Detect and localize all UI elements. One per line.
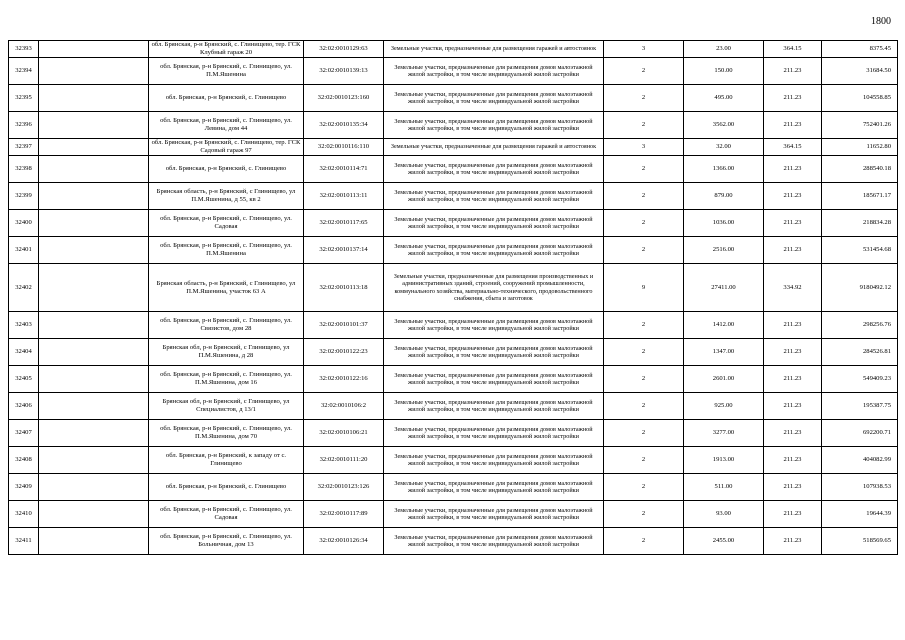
cell-spacer — [39, 112, 149, 139]
cell-id: 32396 — [9, 112, 39, 139]
cell-id: 32402 — [9, 264, 39, 312]
cell-id: 32403 — [9, 312, 39, 339]
cell-address: Брянская обл, р-н Брянский, с Глинищево, ул Специалистов, д 13/1 — [149, 393, 304, 420]
cell-spacer — [39, 183, 149, 210]
cell-area: 27411.00 — [684, 264, 764, 312]
cell-cadastral-number: 32:02:0010111:20 — [304, 447, 384, 474]
cell-address: обл. Брянская, р-н Брянский, с. Глинищево, ул. Садовая — [149, 210, 304, 237]
cell-cadastral-value: 31684.50 — [822, 58, 898, 85]
table-row — [9, 85, 898, 112]
cell-cadastral-number: 32:02:0010106:2 — [304, 393, 384, 420]
cell-cadastral-number: 32:02:0010122:16 — [304, 366, 384, 393]
cell-specific-value: 211.23 — [764, 447, 822, 474]
cell-cadastral-value: 518569.65 — [822, 528, 898, 555]
cell-cadastral-value: 298256.76 — [822, 312, 898, 339]
cell-land-use: Земельные участки, предназначенные для размещения домов малоэтажной жилой застройки, в том числе индивидуальной жилой застройки — [384, 528, 604, 555]
cell-group: 2 — [604, 237, 684, 264]
cell-land-use: Земельные участки, предназначенные для размещения производственных и административных зданий, строений, сооружений промышленности, коммунального хозяйства, материально-технического, продовольственного снабжения, сбыта и заготовок — [384, 264, 604, 312]
cell-spacer — [39, 210, 149, 237]
cell-id: 32406 — [9, 393, 39, 420]
cell-cadastral-value: 531454.68 — [822, 237, 898, 264]
cell-id: 32401 — [9, 237, 39, 264]
cell-cadastral-number: 32:02:0010126:34 — [304, 528, 384, 555]
cell-group: 2 — [604, 528, 684, 555]
cadastral-value-table — [8, 40, 898, 555]
cell-address: обл. Брянская, р-н Брянский, с. Глинищево, ул. П.М.Яшенина — [149, 237, 304, 264]
table-row — [9, 501, 898, 528]
cell-cadastral-value: 195387.75 — [822, 393, 898, 420]
cell-cadastral-number: 32:02:0010135:34 — [304, 112, 384, 139]
cell-specific-value: 211.23 — [764, 210, 822, 237]
cell-spacer — [39, 339, 149, 366]
cell-id: 32397 — [9, 139, 39, 156]
cell-spacer — [39, 237, 149, 264]
table-row — [9, 474, 898, 501]
cell-group: 2 — [604, 312, 684, 339]
cell-cadastral-value: 218834.28 — [822, 210, 898, 237]
cell-cadastral-value: 404082.99 — [822, 447, 898, 474]
cell-id: 32408 — [9, 447, 39, 474]
cell-cadastral-value: 107938.53 — [822, 474, 898, 501]
cell-group: 2 — [604, 210, 684, 237]
cell-area: 32.00 — [684, 139, 764, 156]
cell-group: 2 — [604, 339, 684, 366]
cell-group: 2 — [604, 183, 684, 210]
table-row — [9, 41, 898, 58]
table-row — [9, 339, 898, 366]
cell-area: 93.00 — [684, 501, 764, 528]
cell-address: Брянская область, р-н Брянский, с Глинищево, ул П.М.Яшенина, д 55, кв 2 — [149, 183, 304, 210]
cell-specific-value: 211.23 — [764, 528, 822, 555]
cell-address: обл. Брянская, р-н Брянский, к западу от с. Глинищево — [149, 447, 304, 474]
cell-land-use: Земельные участки, предназначенные для размещения гаражей и автостоянок — [384, 41, 604, 58]
table-row — [9, 58, 898, 85]
cell-spacer — [39, 58, 149, 85]
cell-address: обл. Брянская, р-н Брянский, с. Глинищево, ул. П.М.Яшенина, дом 16 — [149, 366, 304, 393]
cell-cadastral-value: 8375.45 — [822, 41, 898, 58]
cell-id: 32394 — [9, 58, 39, 85]
cell-id: 32409 — [9, 474, 39, 501]
table-row — [9, 139, 898, 156]
cell-group: 9 — [604, 264, 684, 312]
cell-group: 2 — [604, 420, 684, 447]
cell-cadastral-value: 19644.39 — [822, 501, 898, 528]
cell-specific-value: 211.23 — [764, 366, 822, 393]
cell-spacer — [39, 139, 149, 156]
cell-cadastral-value: 752401.26 — [822, 112, 898, 139]
cell-address: Брянская обл, р-н Брянский, с Глинищево, ул П.М.Яшенина, д 28 — [149, 339, 304, 366]
cell-cadastral-value: 549409.23 — [822, 366, 898, 393]
cell-area: 925.00 — [684, 393, 764, 420]
cell-specific-value: 211.23 — [764, 312, 822, 339]
cell-address: обл. Брянская, р-н Брянский, с. Глинищево — [149, 156, 304, 183]
table-row — [9, 183, 898, 210]
cell-address: обл. Брянская, р-н Брянский, с. Глинищево — [149, 85, 304, 112]
cell-land-use: Земельные участки, предназначенные для размещения домов малоэтажной жилой застройки, в том числе индивидуальной жилой застройки — [384, 183, 604, 210]
cell-address: обл. Брянская, р-н Брянский, с. Глинищево, ул. П.М.Яшенина, дом 70 — [149, 420, 304, 447]
cell-cadastral-number: 32:02:0010114:71 — [304, 156, 384, 183]
cell-group: 2 — [604, 501, 684, 528]
cell-group: 2 — [604, 85, 684, 112]
cell-land-use: Земельные участки, предназначенные для размещения домов малоэтажной жилой застройки, в том числе индивидуальной жилой застройки — [384, 85, 604, 112]
cell-specific-value: 211.23 — [764, 112, 822, 139]
cell-spacer — [39, 264, 149, 312]
cell-area: 1366.00 — [684, 156, 764, 183]
cell-area: 1412.00 — [684, 312, 764, 339]
cell-spacer — [39, 528, 149, 555]
cell-address: обл. Брянская, р-н Брянский, с. Глинищево, ул. Больничная, дом 13 — [149, 528, 304, 555]
cell-cadastral-number: 32:02:0010113:18 — [304, 264, 384, 312]
cell-specific-value: 211.23 — [764, 474, 822, 501]
cell-group: 2 — [604, 58, 684, 85]
cell-specific-value: 211.23 — [764, 339, 822, 366]
cell-group: 2 — [604, 366, 684, 393]
cell-area: 23.00 — [684, 41, 764, 58]
cell-area: 495.00 — [684, 85, 764, 112]
cell-spacer — [39, 447, 149, 474]
cell-cadastral-number: 32:02:0010116:110 — [304, 139, 384, 156]
table-row — [9, 528, 898, 555]
cell-area: 2455.00 — [684, 528, 764, 555]
cell-specific-value: 211.23 — [764, 85, 822, 112]
cell-land-use: Земельные участки, предназначенные для размещения домов малоэтажной жилой застройки, в том числе индивидуальной жилой застройки — [384, 393, 604, 420]
cell-group: 2 — [604, 447, 684, 474]
cell-land-use: Земельные участки, предназначенные для размещения домов малоэтажной жилой застройки, в том числе индивидуальной жилой застройки — [384, 112, 604, 139]
cell-cadastral-value: 185671.17 — [822, 183, 898, 210]
cell-group: 2 — [604, 156, 684, 183]
cell-address: обл. Брянская, р-н Брянский, с. Глинищево, ул. П.М.Яшенина — [149, 58, 304, 85]
cell-address: обл. Брянская, р-н Брянский, с. Глинищево, ул. Связистов, дом 28 — [149, 312, 304, 339]
cell-spacer — [39, 393, 149, 420]
cell-address: обл. Брянская, р-н Брянский, с. Глинищево, тер. ГСК Садовый гараж 97 — [149, 139, 304, 156]
cell-specific-value: 211.23 — [764, 237, 822, 264]
cell-spacer — [39, 474, 149, 501]
cell-specific-value: 211.23 — [764, 183, 822, 210]
cell-land-use: Земельные участки, предназначенные для размещения домов малоэтажной жилой застройки, в том числе индивидуальной жилой застройки — [384, 447, 604, 474]
cell-cadastral-number: 32:02:0010106:21 — [304, 420, 384, 447]
cell-cadastral-number: 32:02:0010117:65 — [304, 210, 384, 237]
cell-id: 32393 — [9, 41, 39, 58]
cell-id: 32405 — [9, 366, 39, 393]
cell-area: 511.00 — [684, 474, 764, 501]
cell-group: 2 — [604, 393, 684, 420]
cell-address: обл. Брянская, р-н Брянский, с. Глинищево, ул. Садовая — [149, 501, 304, 528]
cell-id: 32410 — [9, 501, 39, 528]
cell-cadastral-number: 32:02:0010101:37 — [304, 312, 384, 339]
cell-address: Брянская область, р-н Брянский, с Глинищево, ул П.М.Яшенина, участок 63 А — [149, 264, 304, 312]
cell-cadastral-number: 32:02:0010123:126 — [304, 474, 384, 501]
cell-area: 2516.00 — [684, 237, 764, 264]
cell-id: 32404 — [9, 339, 39, 366]
cell-cadastral-number: 32:02:0010117:89 — [304, 501, 384, 528]
cell-cadastral-number: 32:02:0010123:160 — [304, 85, 384, 112]
cell-cadastral-value: 288540.18 — [822, 156, 898, 183]
cell-land-use: Земельные участки, предназначенные для размещения домов малоэтажной жилой застройки, в том числе индивидуальной жилой застройки — [384, 312, 604, 339]
cell-land-use: Земельные участки, предназначенные для размещения домов малоэтажной жилой застройки, в том числе индивидуальной жилой застройки — [384, 210, 604, 237]
table-row — [9, 156, 898, 183]
cell-land-use: Земельные участки, предназначенные для размещения домов малоэтажной жилой застройки, в том числе индивидуальной жилой застройки — [384, 237, 604, 264]
cell-cadastral-number: 32:02:0010137:14 — [304, 237, 384, 264]
cell-cadastral-value: 692200.71 — [822, 420, 898, 447]
cell-land-use: Земельные участки, предназначенные для размещения домов малоэтажной жилой застройки, в том числе индивидуальной жилой застройки — [384, 156, 604, 183]
cell-land-use: Земельные участки, предназначенные для размещения домов малоэтажной жилой застройки, в том числе индивидуальной жилой застройки — [384, 420, 604, 447]
table-row — [9, 447, 898, 474]
cell-id: 32411 — [9, 528, 39, 555]
table-row — [9, 312, 898, 339]
cell-cadastral-number: 32:02:0010113:11 — [304, 183, 384, 210]
table-row — [9, 237, 898, 264]
cell-specific-value: 211.23 — [764, 156, 822, 183]
table-row — [9, 264, 898, 312]
cell-id: 32398 — [9, 156, 39, 183]
cell-group: 2 — [604, 474, 684, 501]
cell-area: 2601.00 — [684, 366, 764, 393]
cell-spacer — [39, 366, 149, 393]
cell-group: 3 — [604, 139, 684, 156]
cell-land-use: Земельные участки, предназначенные для размещения домов малоэтажной жилой застройки, в том числе индивидуальной жилой застройки — [384, 58, 604, 85]
cell-spacer — [39, 85, 149, 112]
cell-cadastral-number: 32:02:0010139:13 — [304, 58, 384, 85]
cell-id: 32407 — [9, 420, 39, 447]
cell-land-use: Земельные участки, предназначенные для размещения домов малоэтажной жилой застройки, в том числе индивидуальной жилой застройки — [384, 501, 604, 528]
cell-address: обл. Брянская, р-н Брянский, с. Глинищево — [149, 474, 304, 501]
cell-spacer — [39, 312, 149, 339]
cell-spacer — [39, 156, 149, 183]
cell-specific-value: 334.92 — [764, 264, 822, 312]
cell-id: 32395 — [9, 85, 39, 112]
cell-area: 879.00 — [684, 183, 764, 210]
table-row — [9, 366, 898, 393]
cell-cadastral-number: 32:02:0010122:23 — [304, 339, 384, 366]
cell-specific-value: 211.23 — [764, 58, 822, 85]
cell-group: 3 — [604, 41, 684, 58]
cell-cadastral-value: 104558.85 — [822, 85, 898, 112]
cell-spacer — [39, 420, 149, 447]
cell-specific-value: 211.23 — [764, 420, 822, 447]
cell-specific-value: 211.23 — [764, 393, 822, 420]
cell-cadastral-value: 11652.80 — [822, 139, 898, 156]
table-row — [9, 112, 898, 139]
cell-area: 150.00 — [684, 58, 764, 85]
cell-area: 1347.00 — [684, 339, 764, 366]
cell-spacer — [39, 41, 149, 58]
cell-spacer — [39, 501, 149, 528]
table-row — [9, 210, 898, 237]
cell-id: 32400 — [9, 210, 39, 237]
cell-specific-value: 364.15 — [764, 139, 822, 156]
cell-specific-value: 211.23 — [764, 501, 822, 528]
cell-area: 1913.00 — [684, 447, 764, 474]
cell-area: 3277.00 — [684, 420, 764, 447]
cell-land-use: Земельные участки, предназначенные для размещения домов малоэтажной жилой застройки, в том числе индивидуальной жилой застройки — [384, 339, 604, 366]
cell-land-use: Земельные участки, предназначенные для размещения гаражей и автостоянок — [384, 139, 604, 156]
cell-address: обл. Брянская, р-н Брянский, с. Глинищево, тер. ГСК Клубный гараж 20 — [149, 41, 304, 58]
cell-cadastral-value: 9180492.12 — [822, 264, 898, 312]
cell-area: 3562.00 — [684, 112, 764, 139]
page-number: 1800 — [871, 16, 891, 27]
cell-group: 2 — [604, 112, 684, 139]
cell-cadastral-value: 284526.81 — [822, 339, 898, 366]
cell-land-use: Земельные участки, предназначенные для размещения домов малоэтажной жилой застройки, в том числе индивидуальной жилой застройки — [384, 474, 604, 501]
cell-specific-value: 364.15 — [764, 41, 822, 58]
cell-id: 32399 — [9, 183, 39, 210]
cell-address: обл. Брянская, р-н Брянский, с. Глинищево, ул. Левина, дом 44 — [149, 112, 304, 139]
table-row — [9, 393, 898, 420]
cell-cadastral-number: 32:02:0010129:63 — [304, 41, 384, 58]
cell-land-use: Земельные участки, предназначенные для размещения домов малоэтажной жилой застройки, в том числе индивидуальной жилой застройки — [384, 366, 604, 393]
table-row — [9, 420, 898, 447]
cell-area: 1036.00 — [684, 210, 764, 237]
